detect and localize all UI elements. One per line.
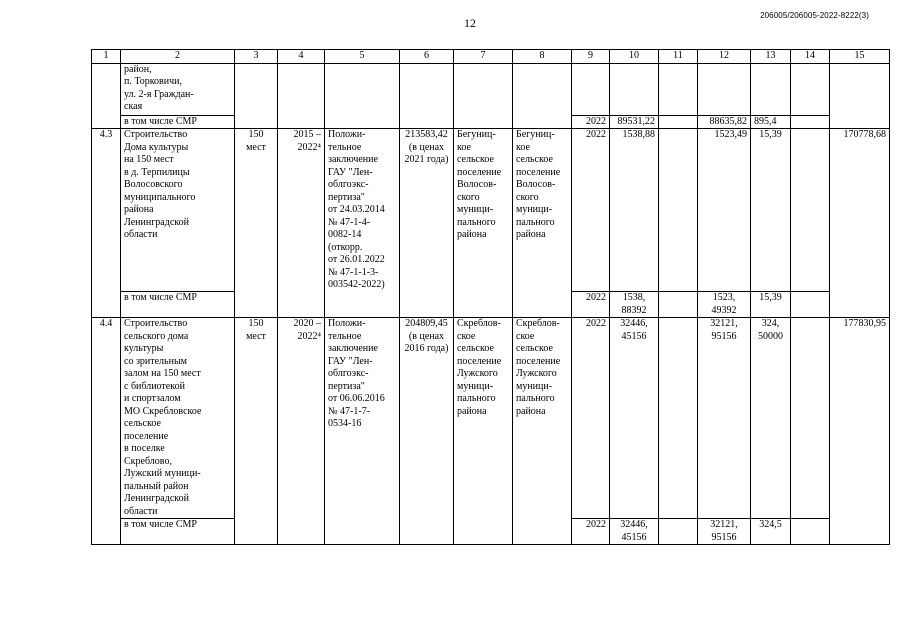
column-number: 4 <box>278 50 325 64</box>
developer-cell: Скреблов- ское сельское поселение Лужского муници- пального района <box>513 318 572 545</box>
cost-cell: 204809,45 (в ценах 2016 года) <box>400 318 454 545</box>
amount-cell <box>791 63 830 115</box>
column-number: 9 <box>572 50 610 64</box>
expertise-cell: Положи- тельное заключение ГАУ "Лен- облгоэкс- пертиза" от 24.03.2014 № 47-1-4- 0082-14 (откорр. от 26.01.2022 № 47-1-1-3- 003542-2022) <box>325 129 400 318</box>
customer-cell: Скреблов- ское сельское поселение Лужского муници- пального района <box>454 318 513 545</box>
cost-cell: 213583,42 (в ценах 2021 года) <box>400 129 454 318</box>
column-number: 6 <box>400 50 454 64</box>
column-number: 2 <box>121 50 235 64</box>
amount-cell <box>659 292 698 318</box>
amount-cell <box>751 63 791 115</box>
column-number: 14 <box>791 50 830 64</box>
table-row-4-4 <box>92 318 890 519</box>
year-cell <box>572 63 610 115</box>
amount-cell: 32121, 95156 <box>698 519 751 545</box>
capacity-cell <box>235 63 278 129</box>
total-cell <box>830 63 890 129</box>
document-id: 206005/206005-2022-8222(3) <box>760 11 869 20</box>
amount-cell <box>659 519 698 545</box>
amount-cell: 324, 50000 <box>751 318 791 519</box>
smr-label: в том числе СМР <box>121 519 235 545</box>
total-cell: 170778,68 <box>830 129 890 318</box>
column-number: 12 <box>698 50 751 64</box>
amount-cell: 895,4 <box>751 115 791 129</box>
page-number: 12 <box>464 16 476 30</box>
row-number-cell: 4.4 <box>92 318 121 545</box>
capacity-cell: 150 мест <box>235 318 278 545</box>
column-number: 10 <box>610 50 659 64</box>
amount-cell <box>610 63 659 115</box>
register-table <box>91 49 890 545</box>
total-cell: 177830,95 <box>830 318 890 545</box>
row-number-cell <box>92 63 121 129</box>
amount-cell <box>791 292 830 318</box>
column-number: 5 <box>325 50 400 64</box>
amount-cell <box>791 129 830 292</box>
amount-cell: 32446, 45156 <box>610 318 659 519</box>
amount-cell: 1523, 49392 <box>698 292 751 318</box>
column-number: 8 <box>513 50 572 64</box>
developer-cell: Бегуниц- кое сельское поселение Волосов- ского муници- пального района <box>513 129 572 318</box>
amount-cell: 88635,82 <box>698 115 751 129</box>
column-number: 15 <box>830 50 890 64</box>
expertise-cell <box>325 63 400 129</box>
customer-cell <box>454 63 513 129</box>
year-cell: 2022 <box>572 129 610 292</box>
amount-cell: 89531,22 <box>610 115 659 129</box>
amount-cell: 1538, 88392 <box>610 292 659 318</box>
amount-cell: 32446, 45156 <box>610 519 659 545</box>
column-number: 11 <box>659 50 698 64</box>
year-cell: 2022 <box>572 115 610 129</box>
amount-cell: 32121, 95156 <box>698 318 751 519</box>
amount-cell: 1523,49 <box>698 129 751 292</box>
capacity-cell: 150 мест <box>235 129 278 318</box>
amount-cell <box>791 318 830 519</box>
object-name-cell: Строительство Дома культуры на 150 мест в д. Терпилицы Волосовского муниципального района Ленинградской области <box>121 129 235 292</box>
period-cell: 2020 – 2022⁴ <box>278 318 325 545</box>
column-number: 1 <box>92 50 121 64</box>
amount-cell: 324,5 <box>751 519 791 545</box>
column-number: 7 <box>454 50 513 64</box>
amount-cell <box>659 318 698 519</box>
year-cell: 2022 <box>572 519 610 545</box>
smr-label: в том числе СМР <box>121 292 235 318</box>
amount-cell <box>698 63 751 115</box>
table-row-continued <box>92 63 890 115</box>
amount-cell: 15,39 <box>751 129 791 292</box>
object-name-cell: район, п. Торковичи, ул. 2-я Граждан- ская <box>121 63 235 115</box>
smr-label: в том числе СМР <box>121 115 235 129</box>
year-cell: 2022 <box>572 292 610 318</box>
amount-cell <box>659 63 698 115</box>
amount-cell: 1538,88 <box>610 129 659 292</box>
customer-cell: Бегуниц- кое сельское поселение Волосов- ского муници- пального района <box>454 129 513 318</box>
amount-cell <box>791 519 830 545</box>
expertise-cell: Положи- тельное заключение ГАУ "Лен- облгоэкс- пертиза" от 06.06.2016 № 47-1-7- 0534-16 <box>325 318 400 545</box>
period-cell <box>278 63 325 129</box>
amount-cell <box>659 115 698 129</box>
row-number-cell: 4.3 <box>92 129 121 318</box>
period-cell: 2015 – 2022⁴ <box>278 129 325 318</box>
year-cell: 2022 <box>572 318 610 519</box>
column-number: 3 <box>235 50 278 64</box>
amount-cell: 15,39 <box>751 292 791 318</box>
column-number-header <box>92 50 890 64</box>
developer-cell <box>513 63 572 129</box>
cost-cell <box>400 63 454 129</box>
column-number: 13 <box>751 50 791 64</box>
table-row-4-3 <box>92 129 890 292</box>
amount-cell <box>659 129 698 292</box>
object-name-cell: Строительство сельского дома культуры со зрительным залом на 150 мест с библиотекой и спортзалом МО Скребловское сельское поселение в поселке Скреблово, Лужский муници- пальный район Ленинградской области <box>121 318 235 519</box>
amount-cell <box>791 115 830 129</box>
